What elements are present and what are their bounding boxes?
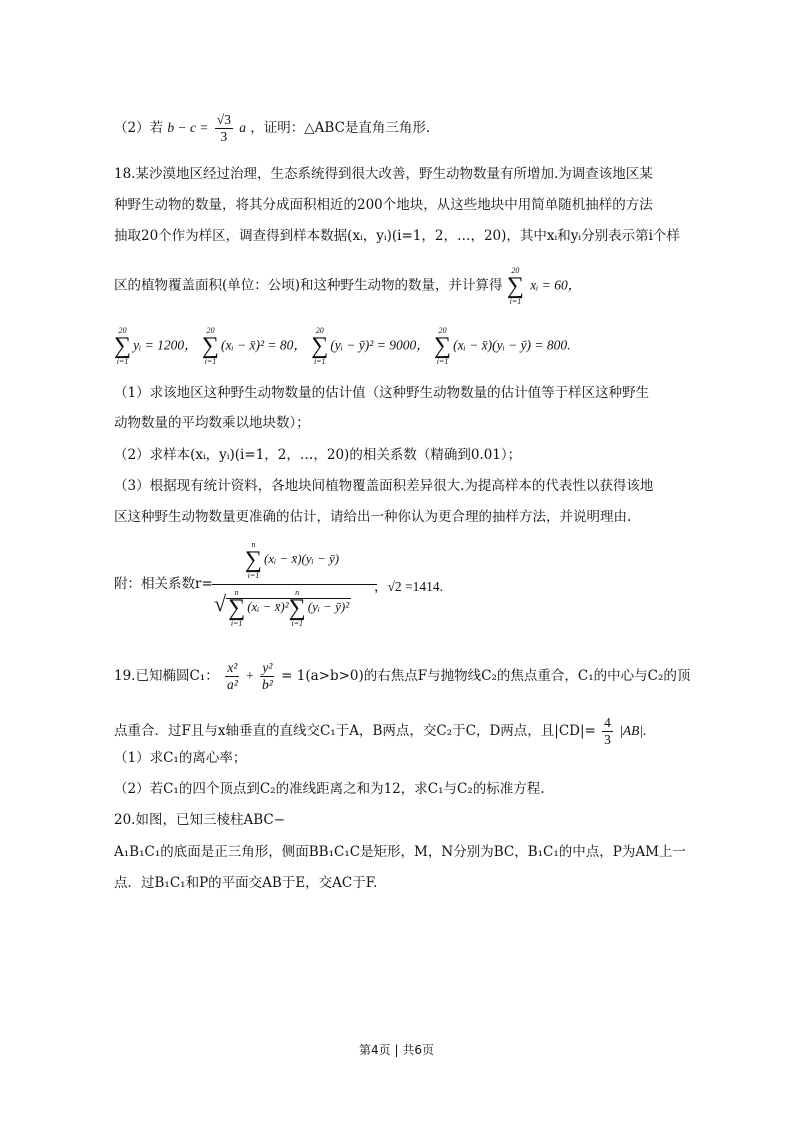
sigma-symbol: 20 ∑ i=1 (311, 326, 329, 366)
sigma-symbol: 20 ∑ i=1 (506, 266, 524, 306)
q20-line3: 点．过B₁C₁和P的平面交AB于E，交AC于F. (114, 875, 378, 891)
q18-part1-a: （1）求该地区这种野生动物数量的估计值（这种野生动物数量的估计值等于样区这种野生 (114, 385, 650, 401)
x2-a2-fraction: $\frac{\text{x²}}{\text{a²}}$ (227, 660, 238, 692)
page-footer: 第4页 | 共6页 (359, 1043, 434, 1057)
q18-line4: 区的植物覆盖面积(单位：公顷)和这种野生动物的数量，并计算得 20 ∑ i=1 xᵢ = 60， (114, 266, 582, 306)
sum-x: xᵢ = 60， (530, 277, 582, 293)
q19-line1: 19.已知椭圆C₁： $\frac{\text{x²}}{\text{a²}}$ + $\frac{\text{y²}}{\text{b²}}$ = 1(a>b>0)的右焦点F与抛物线C₂的焦点重合，C₁的中心与C₂的顶 (114, 660, 691, 692)
q18-appendix-label: 附：相关系数r= (114, 576, 213, 592)
q18-line1: 18.某沙漠地区经过治理，生态系统得到很大改善，野生动物数量有所增加.为调查该地区某 (114, 166, 653, 182)
sigma-symbol: 20 ∑ i=1 (434, 326, 452, 366)
q17-var: a (239, 120, 246, 135)
r-denominator: √ n ∑ i=1 (xᵢ − x̄)² n ∑ i=1 (yᵢ − ȳ)² (214, 588, 350, 628)
q19-line2: 点重合．过F且与x轴垂直的直线交C₁于A，B两点，交C₂于C，D两点，且|CD|= $\frac{4}{3}$ |AB|. (114, 715, 647, 747)
q18-part3-b: 区这种野生动物数量更准确的估计，请给出一种你认为更合理的抽样方法，并说明理由. (114, 509, 632, 525)
q18-sums-line (114, 326, 571, 366)
q17-fraction: $\frac{√3}{3}$ (216, 112, 231, 144)
q19-part1: （1）求C₁的离心率； (114, 750, 247, 766)
q17-tail: ，证明：△ABC是直角三角形. (250, 120, 431, 136)
sum-y: yᵢ = 1200， (133, 337, 198, 353)
sigma-symbol: 20 ∑ i=1 (114, 326, 132, 366)
q17-condition: b − c = (167, 120, 209, 135)
sum-xx: (xᵢ − x̄)² = 80， (221, 337, 307, 353)
sum-yy: (yᵢ − ȳ)² = 9000， (330, 337, 430, 353)
q17-label: （2）若 (114, 120, 164, 136)
q19-part2: （2）若C₁的四个顶点到C₂的准线距离之和为12，求C₁与C₂的标准方程. (114, 781, 545, 797)
q18-line3: 抽取20个作为样区，调查得到样本数据(xᵢ，yᵢ)(i=1，2，…，20)，其中xᵢ和yᵢ分别表示第i个样 (114, 228, 680, 244)
q20-line1: 20.如图，已知三棱柱ABC− (114, 812, 286, 828)
four-thirds-fraction: $\frac{4}{3}$ (604, 715, 611, 747)
q18-part1-b: 动物数量的平均数乘以地块数）； (114, 415, 310, 431)
q18-line2: 种野生动物的数量，将其分成面积相近的200个地块，从这些地块中用简单随机抽样的方法 (114, 197, 653, 213)
sqrt2-note: ，√2 =1414. (374, 579, 444, 594)
r-numerator: n ∑ i=1 (xᵢ − x̄)(yᵢ − ȳ) (244, 540, 340, 580)
r-fraction-bar (212, 584, 377, 585)
q17-part2-line (114, 112, 430, 145)
sigma-symbol: 20 ∑ i=1 (201, 326, 220, 366)
sum-xy: (xᵢ − x̄)(yᵢ − ȳ) = 800. (453, 337, 571, 353)
y2-b2-fraction: $\frac{\text{y²}}{\text{b²}}$ (262, 660, 273, 692)
q18-part2: （2）求样本(xᵢ，yᵢ)(i=1，2，…，20)的相关系数（精确到0.01）； (114, 447, 522, 463)
q20-line2: A₁B₁C₁的底面是正三角形，侧面BB₁C₁C是矩形，M，N分别为BC，B₁C₁的中点，P为AM上一 (114, 844, 686, 860)
q18-part3-a: （3）根据现有统计资料，各地块间植物覆盖面积差异很大.为提高样本的代表性以获得该地 (114, 478, 654, 494)
